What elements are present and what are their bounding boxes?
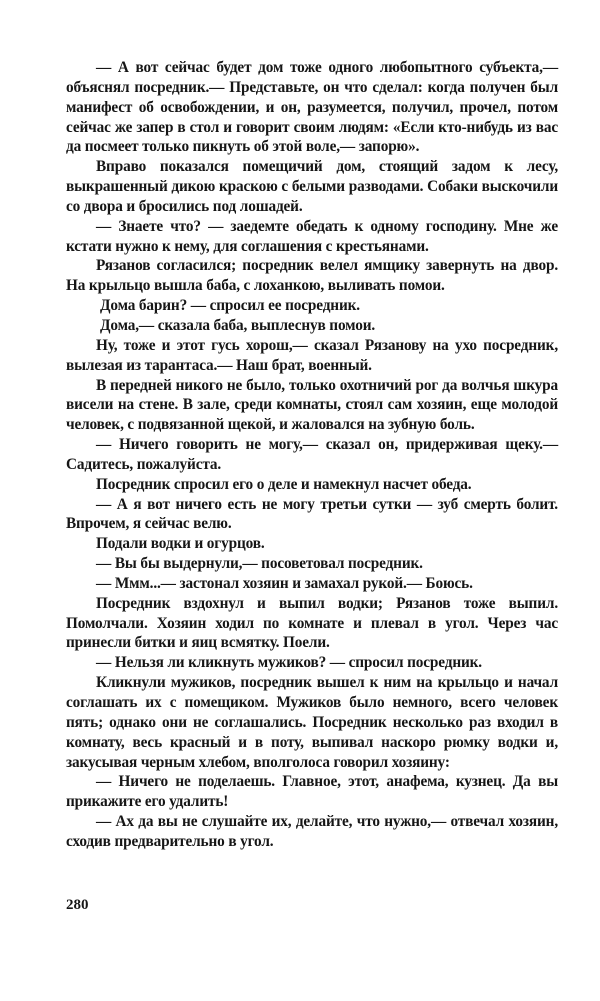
paragraph: — А я вот ничего есть не могу третьи сутки — зуб смерть болит. Впрочем, я сейчас велю. bbox=[66, 495, 558, 533]
paragraph: Подали водки и огурцов. bbox=[96, 535, 265, 553]
paragraph: — Ничего говорить не могу,— сказал он, придерживая щеку.— Садитесь, пожалуйста. bbox=[66, 436, 558, 473]
page-text-block bbox=[66, 58, 558, 852]
paragraph: Рязанов согласился; посредник велел ямщику завернуть на двор. На крыльцо вышла баба, с лоханкою, выливать помои. bbox=[66, 257, 558, 295]
paragraph: — Ничего не поделаешь. Главное, этот, анафема, кузнец. Да вы прикажите его удалить! bbox=[66, 773, 558, 811]
page-number: 280 bbox=[66, 897, 89, 913]
paragraph: — А вот сейчас будет дом тоже одного любопытного субъекта,— объяснял посредник.— Представьте, он что сделал: когда получен был манифест об освобождении, и он, разумеется, получил, прочел, потом сейчас же запер в стол и говорит своим людям: «Если кто-нибудь из вас да посмеет только пикнуть об этой воле,— запорю». bbox=[66, 59, 558, 156]
paragraph: — Ах да вы не слушайте их, делайте, что нужно,— отвечал хозяин, сходив предварительно в угол. bbox=[66, 813, 558, 850]
paragraph: Ну, тоже и этот гусь хорош,— сказал Рязанову на ухо посредник, вылезая из тарантаса.— Наш брат, военный. bbox=[66, 336, 558, 374]
paragraph: Вправо показался помещичий дом, стоящий задом к лесу, выкрашенный дикою краскою с белыми разводами. Собаки выскочили со двора и бросились под лошадей. bbox=[66, 158, 558, 215]
paragraph: — Ммм...— застонал хозяин и замахал рукой.— Боюсь. bbox=[96, 574, 473, 592]
paragraph: Кликнули мужиков, посредник вышел к ним на крыльцо и начал соглашать их с помещиком. Мужиков было немного, всего человек пять; однако они не соглашались. Посредник несколько раз входил в комнату, весь красный и в поту, выпивал наскоро рюмку водки и, закусывая черным хлебом, вполголоса говорил хозяину: bbox=[66, 674, 558, 771]
dialogue-line: Дома барин? — спросил ее посредник. bbox=[100, 297, 360, 315]
dialogue-line: Дома,— сказала баба, выплеснув помои. bbox=[100, 316, 376, 334]
paragraph: — Нельзя ли кликнуть мужиков? — спросил посредник. bbox=[96, 654, 482, 672]
paragraph: — Знаете что? — заедемте обедать к одному господину. Мне же кстати нужно к нему, для соглашения с крестьянами. bbox=[66, 217, 558, 255]
paragraph: Посредник вздохнул и выпил водки; Рязанов тоже выпил. Помолчали. Хозяин ходил по комнате и плевал в угол. Через час принесли битки и яиц всмятку. Поели. bbox=[66, 594, 558, 652]
paragraph: Посредник спросил его о деле и намекнул насчет обеда. bbox=[96, 475, 472, 493]
paragraph: — Вы бы выдернули,— посоветовал посредник. bbox=[96, 555, 423, 573]
paragraph: В передней никого не было, только охотничий рог да волчья шкура висели на стене. В зале, среди комнаты, стоял сам хозяин, еще молодой человек, с подвязанной щекой, и жаловался на зубную боль. bbox=[66, 376, 558, 434]
